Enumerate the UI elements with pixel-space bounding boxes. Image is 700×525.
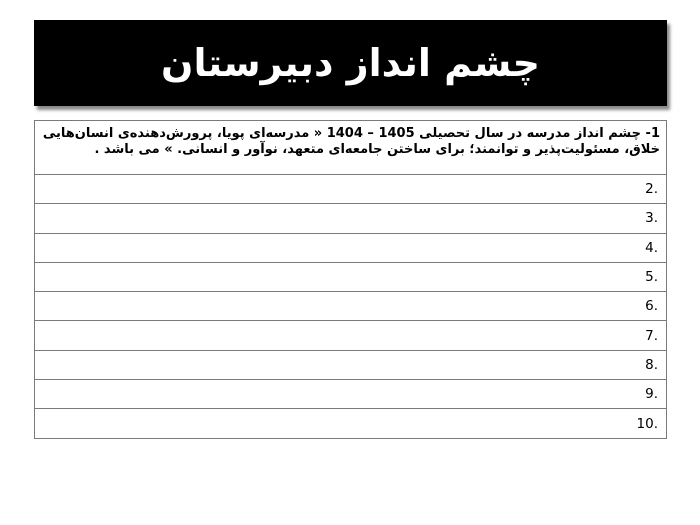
table-cell: [35, 121, 667, 175]
row-number: 4.: [645, 239, 658, 256]
table-cell: [35, 409, 667, 438]
vision-table: [34, 120, 667, 439]
title-banner: [34, 20, 667, 106]
table-row: [35, 292, 667, 321]
table-row: [35, 233, 667, 262]
table-cell: [35, 350, 667, 379]
table-row: [35, 321, 667, 350]
row-number: 6.: [645, 298, 658, 315]
table-cell: [35, 233, 667, 262]
row-number: 1: [650, 126, 660, 141]
vision-statement: - چشم انداز مدرسه در سال تحصیلی 1405 – 1404 « مدرسه‌ای پویا، پرورش‌دهنده‌ی انسان‌هایی خلاق، مسئولیت‌پذیر و توانمند؛ برای ساختن جامعه‌ای متعهد، نوآور و انسانی. » می باشد .: [42, 126, 660, 157]
table-row: [35, 409, 667, 438]
table-cell: [35, 175, 667, 204]
table-row: [35, 175, 667, 204]
row-number: 3.: [645, 210, 658, 227]
table-row: [35, 262, 667, 291]
table-row: [35, 204, 667, 233]
table-cell: [35, 262, 667, 291]
row-number: 5.: [645, 269, 658, 286]
table-cell: [35, 380, 667, 409]
table-row: [35, 380, 667, 409]
table-row: [35, 350, 667, 379]
row-number: 2.: [645, 181, 658, 198]
table-cell: [35, 204, 667, 233]
table-row: [35, 121, 667, 175]
row-number: 8.: [645, 356, 658, 373]
page-title: چشم انداز دبیرستان: [161, 41, 540, 85]
row-number: 10.: [636, 415, 658, 432]
row-number: 9.: [645, 386, 658, 403]
table-cell: [35, 321, 667, 350]
row-number: 7.: [645, 327, 658, 344]
table-cell: [35, 292, 667, 321]
